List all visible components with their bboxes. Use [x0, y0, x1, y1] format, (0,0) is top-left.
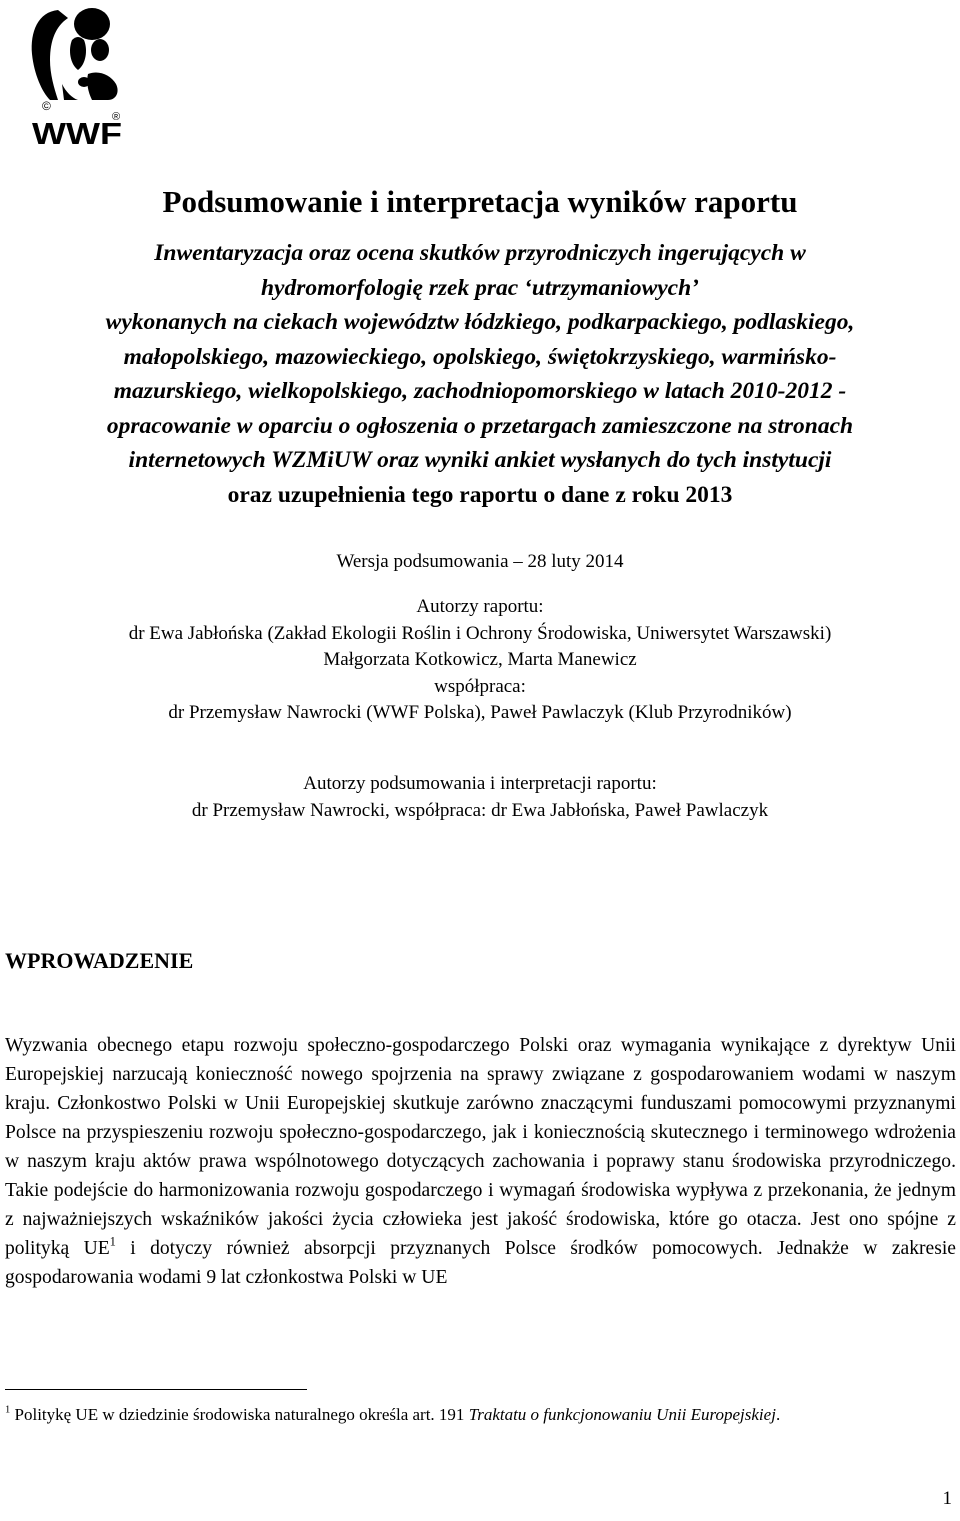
authors-line: dr Ewa Jabłońska (Zakład Ekologii Roślin i Ochrony Środowiska, Uniwersytet Warszawski) [128, 622, 832, 644]
registered-mark: ® [112, 111, 121, 123]
page-number: 1 [942, 1488, 952, 1509]
wwf-wordmark: WWF [32, 116, 122, 146]
subtitle-line: małopolskiego, mazowieckiego, opolskiego, świętokrzyskiego, warmińsko- [123, 343, 837, 370]
footnote-reference: 1 [109, 1234, 116, 1249]
cooperation-line: dr Przemysław Nawrocki (WWF Polska), Paweł Pawlaczyk (Klub Przyrodników) [168, 702, 792, 723]
subtitle-line: oraz uzupełnienia tego raportu o dane z roku 2013 [227, 481, 733, 508]
footnote-divider [5, 1389, 307, 1390]
footnote-text: Politykę UE w dziedzinie środowiska naturalnego określa art. 191 [10, 1405, 469, 1424]
version-line [0, 549, 960, 576]
subtitle-line: internetowych WZMiUW oraz wyniki ankiet wysłanych do tych instytucji [128, 447, 832, 473]
subtitle-line: mazurskiego, wielkopolskiego, zachodniopomorskiego w latach 2010-2012 - [113, 378, 847, 404]
document-title: Podsumowanie i interpretacja wyników raportu [162, 184, 798, 219]
copyright-mark: © [42, 99, 51, 113]
footnote-number: 1 [5, 1404, 11, 1416]
footnote-end: . [775, 1405, 781, 1424]
footnote [5, 1402, 865, 1427]
subtitle-line: Inwentaryzacja oraz ocena skutków przyrodniczych ingerujących w [154, 240, 806, 266]
subtitle-line: wykonanych na ciekach województw łódzkiego, podkarpackiego, podlaskiego, [105, 309, 855, 335]
cooperation-label: współpraca: [434, 675, 526, 697]
paragraph-text: Wyzwania obecnego etapu rozwoju społeczno-gospodarczego Polski oraz wymagania wynikające z dyrektyw Unii Europejskiej narzucają konieczność nowego spojrzenia na sprawy związane z gospodarowaniem wodami w naszym kraju. Członkostwo Polski w Unii Europejskiej skutkuje zarówno znaczącymi funduszami pomocowymi przyznanymi Polsce na przyspieszeniu rozwoju społeczno-gospodarczego, jak i koniecznością skutecznego i terminowego wdrożenia w naszym kraju aktów prawa wspólnotowego dotyczących zachowania i poprawy stanu środowiska przyrodniczego. Takie podejście do harmonizowania rozwoju gospodarczego i wymagań środowiska wypływa z przekonania, że jednym z najważniejszych wskaźników jakości życia człowieka jest jakość środowiska, które go otacza. Jest ono spójne z polityką UE [5, 1035, 956, 1259]
document-subtitle [4, 236, 956, 512]
report-authors [0, 594, 960, 727]
subtitle-line: hydromorfologię rzek prac ‘utrzymaniowych’ [260, 274, 699, 301]
wwf-logo [28, 4, 128, 146]
version-text: Wersja podsumowania – 28 luty 2014 [336, 551, 624, 572]
panda-icon [28, 4, 128, 146]
summary-authors [0, 771, 960, 824]
section-heading: WPROWADZENIE [5, 948, 194, 973]
intro-paragraph [5, 1031, 956, 1292]
summary-authors-names: dr Przemysław Nawrocki, współpraca: dr Ewa Jabłońska, Paweł Pawlaczyk [191, 799, 769, 821]
paragraph-text: i dotyczy również absorpcji przyznanych Polsce środków pomocowych. Jednakże w zakresie gospodarowania wodami 9 lat członkostwa Polski w UE [5, 1238, 957, 1288]
footnote-title: Traktatu o funkcjonowaniu Unii Europejskiej [468, 1405, 776, 1424]
subtitle-line: opracowanie w oparciu o ogłoszenia o przetargach zamieszczone na stronach [106, 412, 854, 439]
summary-authors-label: Autorzy podsumowania i interpretacji raportu: [303, 773, 657, 794]
authors-line: Małgorzata Kotkowicz, Marta Manewicz [323, 649, 637, 670]
authors-label: Autorzy raportu: [416, 596, 544, 617]
